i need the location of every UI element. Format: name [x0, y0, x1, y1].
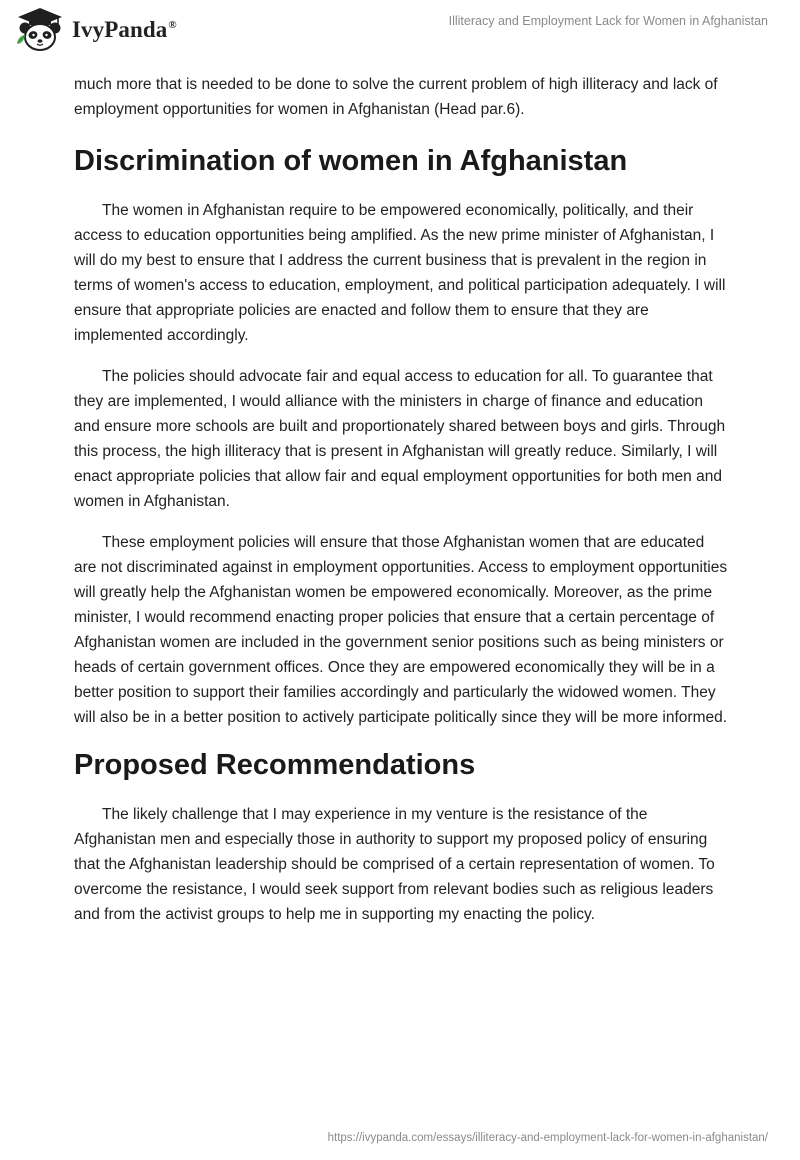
- panda-graduate-icon: [14, 6, 66, 54]
- brand-name: IvyPanda®: [72, 17, 177, 42]
- source-url[interactable]: https://ivypanda.com/essays/illiteracy-and-employment-lack-for-women-in-afghanistan/: [327, 1132, 768, 1144]
- intro-paragraph: much more that is needed to be done to solve the current problem of high illiteracy and lack of employment opportunities for women in Afghanistan (Head par.6).: [74, 76, 718, 118]
- essay-content: [74, 72, 730, 927]
- brand-logo[interactable]: [14, 6, 177, 54]
- document-title: Illiteracy and Employment Lack for Women in Afghanistan: [448, 14, 768, 28]
- registered-mark: ®: [168, 19, 177, 31]
- paragraph: These employment policies will ensure that those Afghanistan women that are educated are not discriminated against in employment opportunities. Access to employment opportunities will greatly help the Afghanistan women be empowered economically. Moreover, as the prime minister, I would recommend enacting proper policies that ensure that a certain percentage of Afghanistan women are included in the government senior positions such as being ministers or heads of certain government offices. Once they are empowered economically they will be in a better position to support their families accordingly and particularly the widowed women. They will also be in a better position to actively participate politically since they will be more informed.: [74, 534, 728, 726]
- paragraph: The likely challenge that I may experience in my venture is the resistance of the Afghanistan men and especially those in authority to support my proposed policy of ensuring that the Afghanistan leadership should be comprised of a certain representation of women. To overcome the resistance, I would seek support from relevant bodies such as religious leaders and from the activist groups to help me in supporting my enacting the policy.: [74, 806, 715, 923]
- page-header: [0, 0, 800, 62]
- paragraph: The policies should advocate fair and equal access to education for all. To guarantee that they are implemented, I would alliance with the ministers in charge of finance and education and ensure more schools are built and proportionately shared between boys and girls. Through this process, the high illiteracy that is present in Afghanistan will greatly reduce. Similarly, I will enact appropriate policies that allow fair and equal employment opportunities for both men and women in Afghanistan.: [74, 368, 726, 510]
- section-heading-discrimination: Discrimination of women in Afghanistan: [74, 145, 628, 177]
- section-heading-recommendations: Proposed Recommendations: [74, 749, 476, 781]
- paragraph: The women in Afghanistan require to be empowered economically, politically, and their access to education opportunities being amplified. As the new prime minister of Afghanistan, I will do my best to ensure that I address the current business that is prevalent in the region in terms of women's access to education, employment, and political participation adequately. I will ensure that appropriate policies are enacted and follow them to ensure that they are implemented accordingly.: [74, 202, 726, 344]
